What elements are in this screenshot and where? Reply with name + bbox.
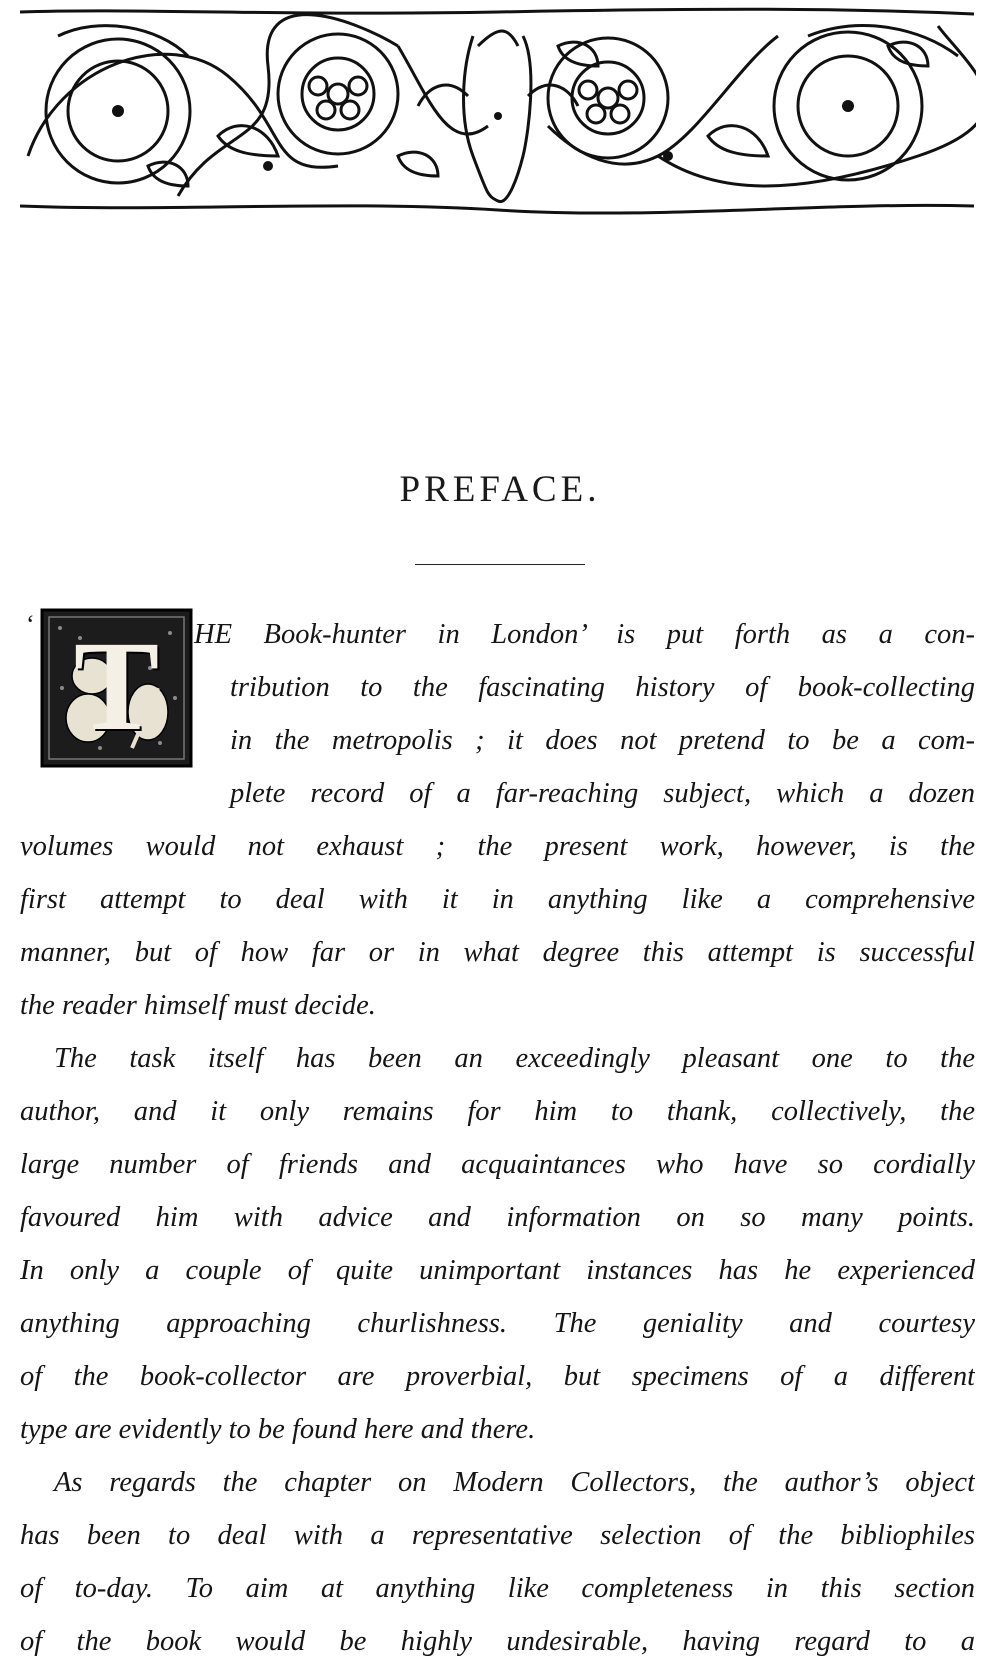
text-line: the reader himself must decide. (20, 990, 376, 1021)
text-line: of the book-collector are proverbial, but specimens of a different (20, 1361, 975, 1392)
text-line: large number of friends and acquaintances who have so cordially (20, 1149, 975, 1180)
text-line: anything approaching churlishness. The geniality and courtesy (20, 1308, 975, 1339)
text-line: in the metropolis ; it does not pretend to be a com- (230, 725, 975, 756)
drop-cap-initial (40, 608, 193, 768)
text-line: HE Book-hunter in London’ is put forth as a con- (194, 619, 975, 650)
text-line: In only a couple of quite unimportant instances has he experienced (20, 1255, 975, 1286)
text-line: As regards the chapter on Modern Collectors, the author’s object (54, 1467, 975, 1498)
text-line: volumes would not exhaust ; the present work, however, is the (20, 831, 975, 862)
opening-quote-mark: ‘ (26, 610, 35, 639)
text-line: type are evidently to be found here and there. (20, 1414, 536, 1445)
text-line: author, and it only remains for him to thank, collectively, the (20, 1096, 975, 1127)
text-line: manner, but of how far or in what degree this attempt is successful (20, 937, 975, 968)
title-divider (415, 564, 585, 565)
text-line: of to-day. To aim at anything like completeness in this section (20, 1573, 975, 1604)
text-line: tribution to the fascinating history of book-collecting (230, 672, 975, 703)
text-line: first attempt to deal with it in anything like a comprehensive (20, 884, 975, 915)
preface-body (20, 608, 975, 1668)
text-line: has been to deal with a representative selection of the bibliophiles (20, 1520, 975, 1551)
text-line: The task itself has been an exceedingly pleasant one to the (54, 1043, 975, 1074)
text-line: plete record of a far-reaching subject, which a dozen (230, 778, 975, 809)
page-title: PREFACE. (399, 469, 601, 510)
drop-cap-letter: T (73, 615, 160, 757)
text-line: of the book would be highly undesirable, having regard to a (20, 1626, 975, 1657)
ornamental-headband (18, 6, 976, 216)
text-line: favoured him with advice and information on so many points. (20, 1202, 975, 1233)
